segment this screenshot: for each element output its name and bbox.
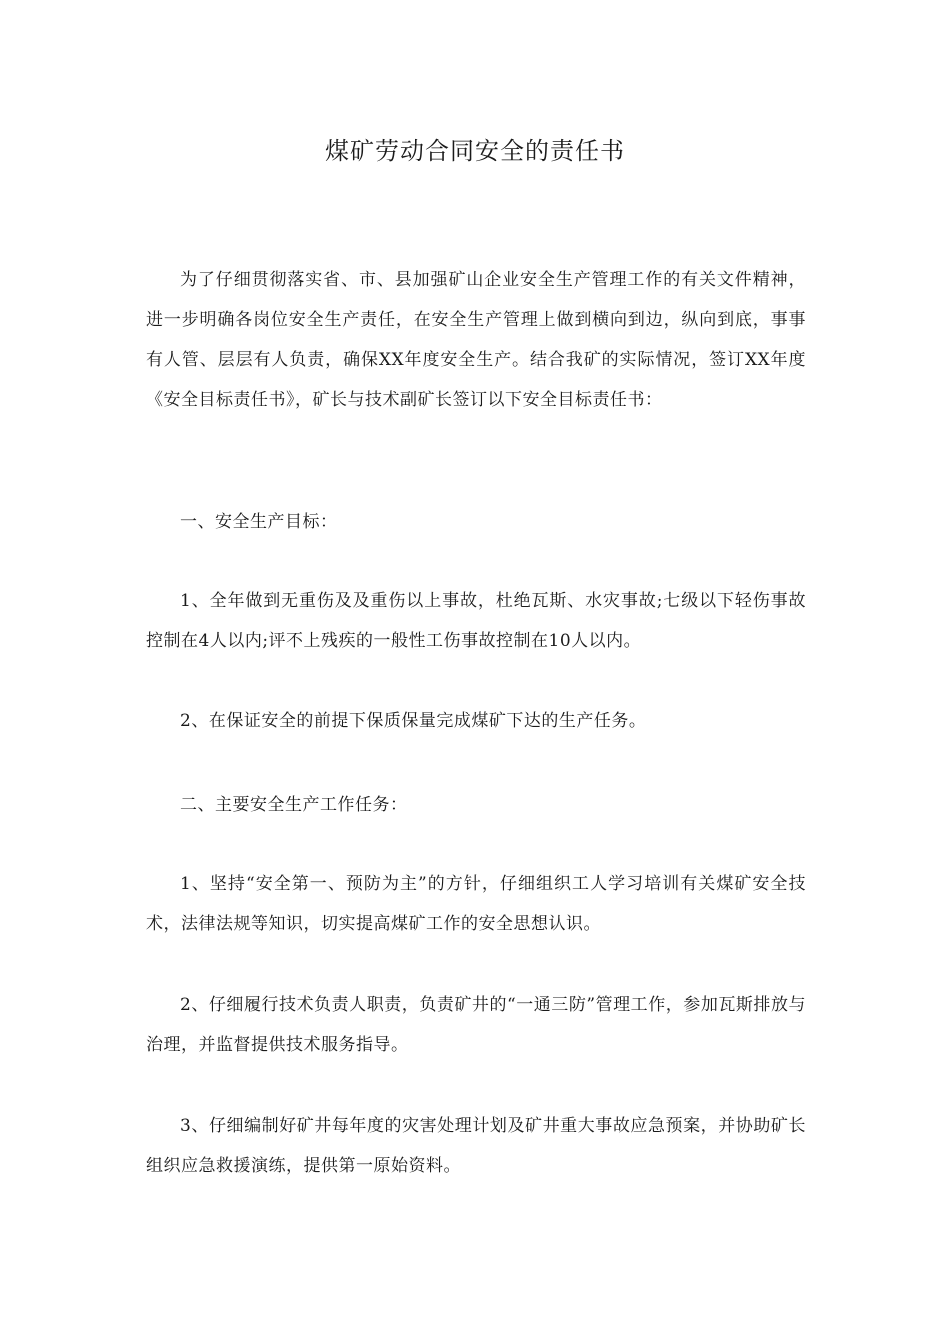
document-title: 煤矿劳动合同安全的责任书 [325,137,625,165]
goal-item-2: 2、在保证安全的前提下保质保量完成煤矿下达的生产任务。 [180,711,647,731]
goal-item-1: 1、全年做到无重伤及及重伤以上事故，杜绝瓦斯、水灾事故;七级以下轻伤事故控制在4人以内;评不上残疾的一般性工伤事故控制在10人以内。 [146,591,806,651]
section-heading-safety-goals: 一、安全生产目标： [180,512,338,532]
task-item-1: 1、坚持“安全第一、预防为主”的方针，仔细组织工人学习培训有关煤矿安全技术，法律法规等知识，切实提高煤矿工作的安全思想认识。 [146,874,806,934]
task-item-2: 2、仔细履行技术负责人职责，负责矿井的“一通三防”管理工作，参加瓦斯排放与治理，并监督提供技术服务指导。 [146,995,806,1055]
task-item-3: 3、仔细编制好矿井每年度的灾害处理计划及矿井重大事故应急预案，并协助矿长组织应急救援演练，提供第一原始资料。 [146,1116,806,1176]
section-heading-main-tasks: 二、主要安全生产工作任务： [180,795,408,815]
intro-paragraph: 为了仔细贯彻落实省、市、县加强矿山企业安全生产管理工作的有关文件精神，进一步明确各岗位安全生产责任，在安全生产管理上做到横向到边，纵向到底，事事有人管、层层有人负责，确保XX年度安全生产。结合我矿的实际情况，签订XX年度《安全目标责任书》，矿长与技术副矿长签订以下安全目标责任书： [146,270,806,410]
